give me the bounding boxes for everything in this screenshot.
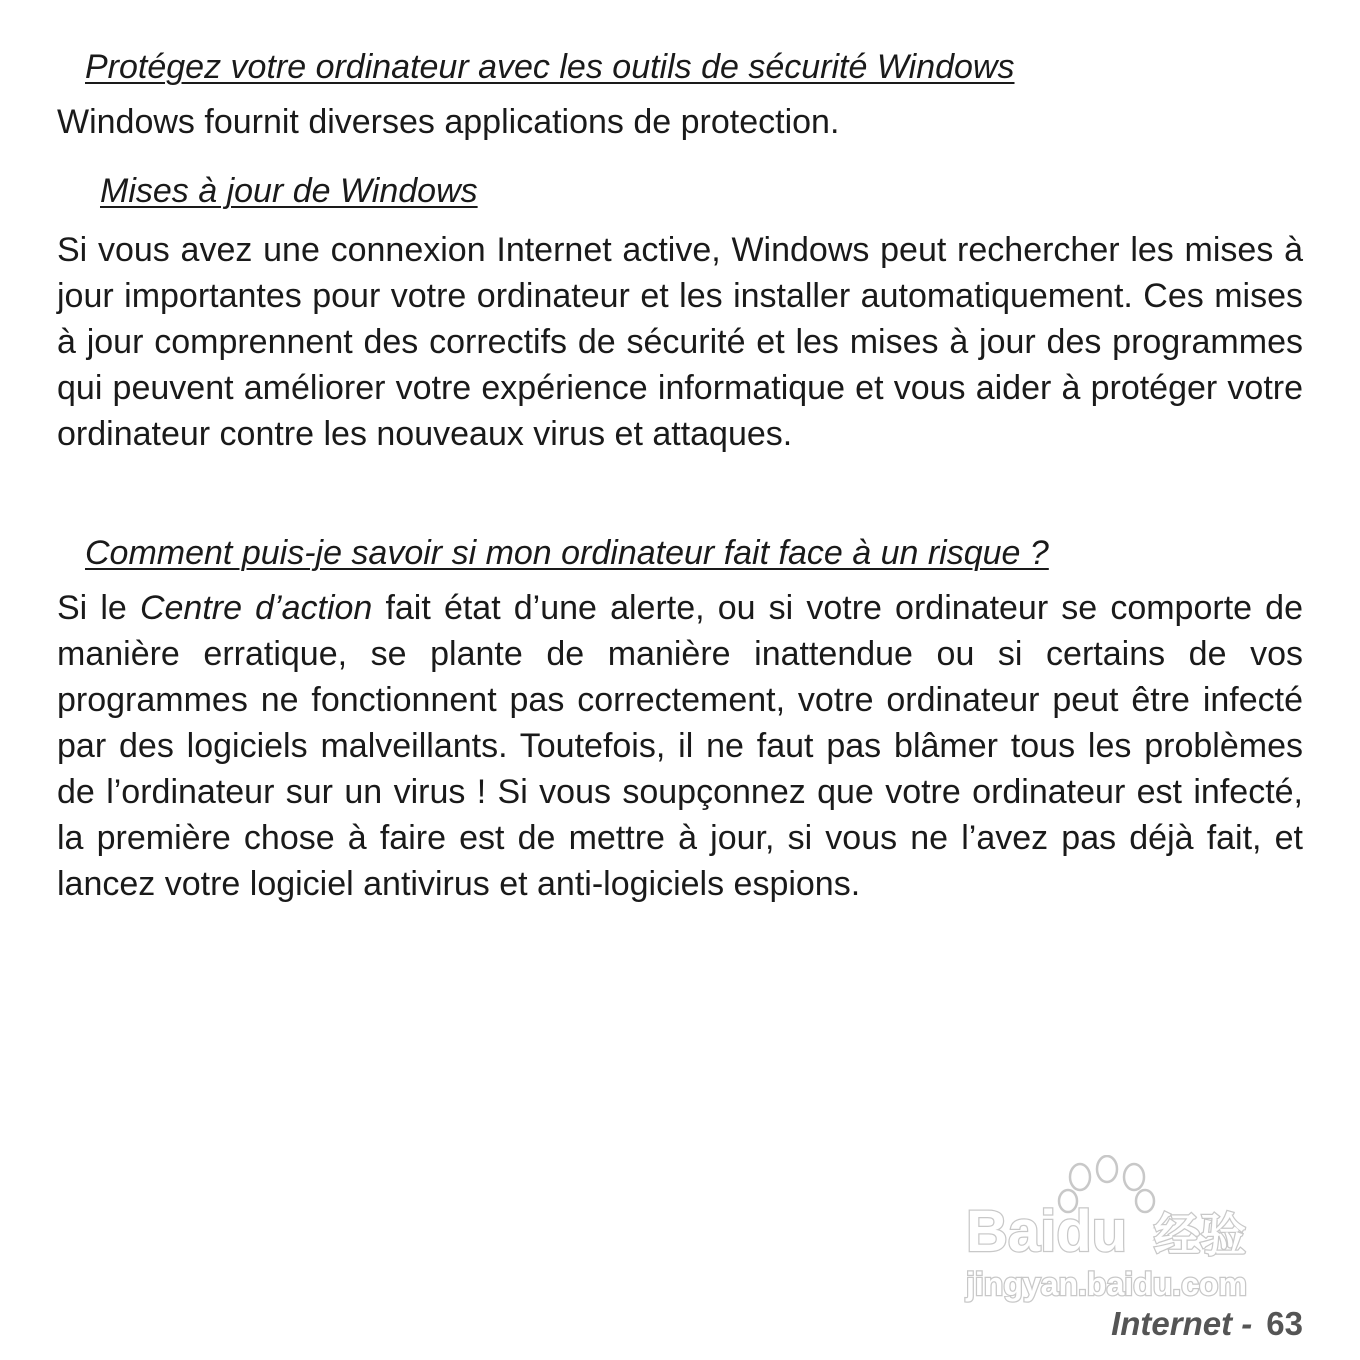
baidu-paw-logo-icon [962, 1155, 1282, 1310]
section-body-security-tools: Windows fournit diverses applications de protection. [57, 103, 840, 141]
section-body-windows-update: Si vous avez une connexion Internet active, Windows peut rechercher les mises à jour importantes pour votre ordinateur et les installer automatiquement. Ces mises à jour comprennent des correctifs de sécurité et les mises à jour des programmes qui peuvent améliorer votre expérience informatique et vous aider à protéger votre ordinateur contre les nouveaux virus et attaques. [57, 231, 1303, 453]
page-number: 63 [1266, 1305, 1303, 1342]
section-heading-risk: Comment puis-je savoir si mon ordinateur fait face à un risque ? [85, 534, 1049, 572]
risk-body-rest: fait état d’une alerte, ou si votre ordinateur se comporte de manière erratique, se plante de manière inattendue ou si certains de vos programmes ne fonctionnent pas correctement, votre ordinateur peut être infecté par des logiciels malveillants. Toutefois, il ne faut pas blâmer tous les problèmes de l’ordinateur sur un virus ! Si vous soupçonnez que votre ordinateur est infecté, la première chose à faire est de mettre à jour, si vous ne l’avez pas déjà fait, et lancez votre logiciel antivirus et anti-logiciels espions. [57, 589, 1303, 903]
section-body-risk [57, 585, 1303, 907]
action-center-term: Centre d’action [139, 589, 373, 627]
watermark-brand-text: Baidu [966, 1199, 1128, 1264]
page-footer [1111, 1304, 1303, 1344]
baidu-jingyan-watermark [962, 1155, 1282, 1310]
section-heading-windows-update: Mises à jour de Windows [100, 172, 478, 210]
footer-section-label: Internet - [1111, 1305, 1253, 1342]
section-heading-security-tools: Protégez votre ordinateur avec les outils de sécurité Windows [85, 48, 1015, 86]
watermark-brand-cn-text: 经验 [1154, 1209, 1246, 1261]
risk-body-prefix: Si le [57, 589, 140, 627]
watermark-url-text: jingyan.baidu.com [966, 1266, 1247, 1302]
